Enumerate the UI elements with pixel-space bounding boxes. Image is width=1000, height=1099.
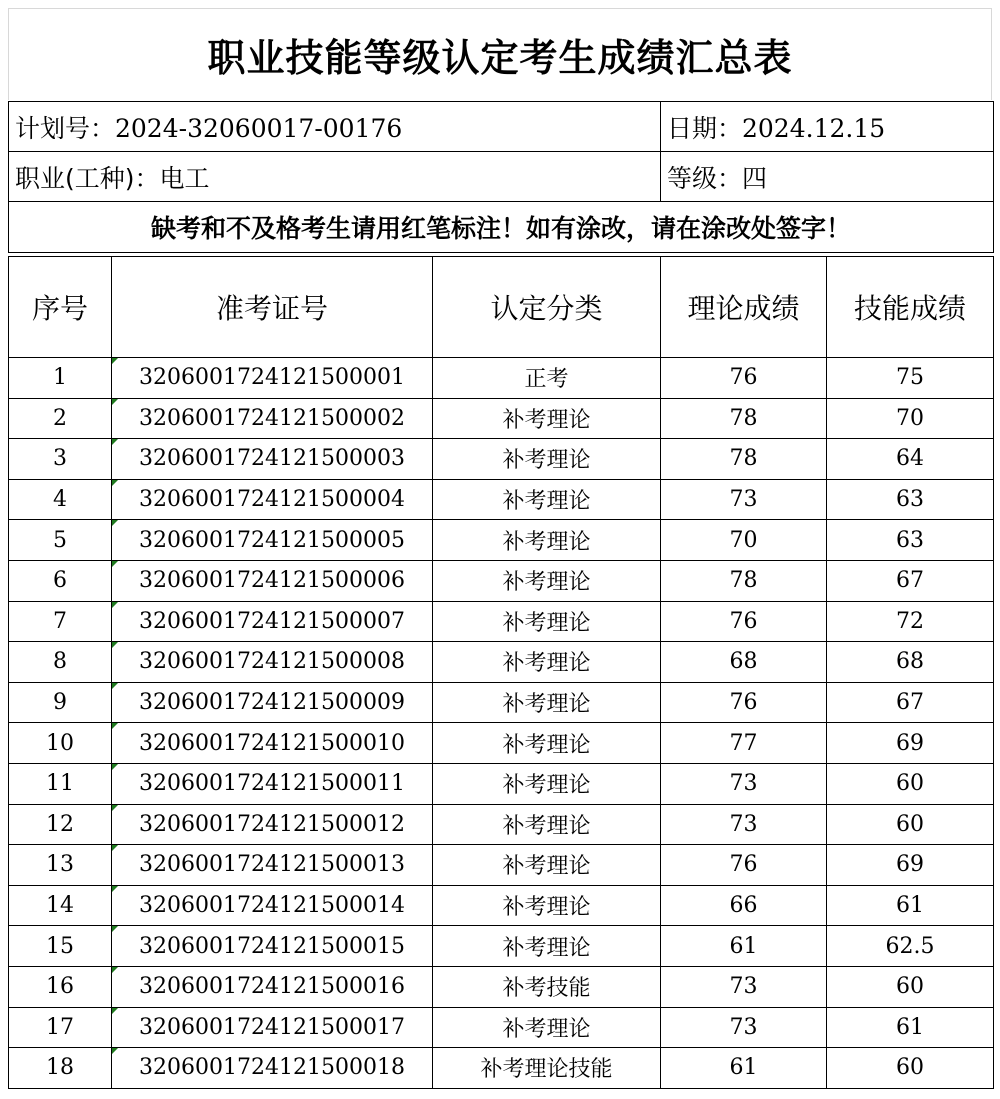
cell-marker-icon [112,1048,118,1054]
row-category: 补考理论 [433,804,661,845]
exam-id-text: 3206001724121500004 [139,487,405,513]
row-theory-score: 76 [661,682,827,723]
exam-id-text: 3206001724121500012 [139,811,405,837]
table-row [9,601,994,642]
row-category: 补考理论 [433,723,661,764]
row-exam-id [112,1048,433,1089]
exam-id-text: 3206001724121500009 [139,690,405,716]
table-row [9,885,994,926]
row-theory-score: 73 [661,479,827,520]
row-exam-id [112,560,433,601]
row-exam-id [112,926,433,967]
row-theory-score: 77 [661,723,827,764]
row-seq: 9 [9,682,112,723]
cell-marker-icon [112,764,118,770]
occupation: 职业(工种)：电工 [9,152,661,202]
score-table [8,256,994,1089]
header-category: 认定分类 [433,257,661,358]
row-skill-score: 70 [827,398,994,439]
row-exam-id [112,520,433,561]
row-theory-score: 73 [661,804,827,845]
row-exam-id [112,601,433,642]
row-skill-score: 60 [827,804,994,845]
table-row [9,966,994,1007]
row-seq: 15 [9,926,112,967]
exam-id-text: 3206001724121500001 [139,365,405,391]
cell-marker-icon [112,886,118,892]
row-theory-score: 78 [661,439,827,480]
row-theory-score: 61 [661,1048,827,1089]
exam-id-text: 3206001724121500005 [139,527,405,553]
cell-marker-icon [112,723,118,729]
row-skill-score: 69 [827,723,994,764]
row-category: 补考理论 [433,845,661,886]
row-skill-score: 62.5 [827,926,994,967]
cell-marker-icon [112,642,118,648]
table-row [9,682,994,723]
exam-id-text: 3206001724121500018 [139,1055,405,1081]
table-row [9,439,994,480]
score-table-header [9,257,994,358]
row-theory-score: 78 [661,560,827,601]
row-exam-id [112,398,433,439]
cell-marker-icon [112,967,118,973]
table-row [9,1007,994,1048]
row-exam-id [112,642,433,683]
row-category: 补考理论 [433,885,661,926]
table-row [9,358,994,399]
row-skill-score: 72 [827,601,994,642]
row-seq: 1 [9,358,112,399]
cell-marker-icon [112,1008,118,1014]
table-row [9,1048,994,1089]
table-row [9,926,994,967]
row-category: 补考技能 [433,966,661,1007]
row-seq: 2 [9,398,112,439]
cell-marker-icon [112,683,118,689]
row-theory-score: 73 [661,763,827,804]
notice: 缺考和不及格考生请用红笔标注！如有涂改，请在涂改处签字！ [9,202,994,253]
row-skill-score: 68 [827,642,994,683]
exam-date: 日期：2024.12.15 [661,102,994,152]
cell-marker-icon [112,480,118,486]
row-exam-id [112,439,433,480]
table-row [9,398,994,439]
row-category: 补考理论 [433,479,661,520]
exam-info-table [8,101,994,253]
row-category: 补考理论 [433,520,661,561]
table-row [9,560,994,601]
row-category: 补考理论 [433,398,661,439]
header-seq: 序号 [9,257,112,358]
row-category: 补考理论 [433,926,661,967]
row-theory-score: 73 [661,966,827,1007]
row-skill-score: 67 [827,682,994,723]
cell-marker-icon [112,399,118,405]
row-seq: 3 [9,439,112,480]
info-row-occupation [9,152,994,202]
exam-id-text: 3206001724121500007 [139,608,405,634]
row-skill-score: 60 [827,763,994,804]
row-exam-id [112,804,433,845]
page-title: 职业技能等级认定考生成绩汇总表 [207,35,793,80]
row-skill-score: 63 [827,479,994,520]
cell-marker-icon [112,926,118,932]
row-theory-score: 76 [661,845,827,886]
cell-marker-icon [112,520,118,526]
table-row [9,804,994,845]
row-category: 补考理论 [433,560,661,601]
row-theory-score: 76 [661,601,827,642]
cell-marker-icon [112,602,118,608]
header-exam-id: 准考证号 [112,257,433,358]
row-skill-score: 60 [827,966,994,1007]
exam-id-text: 3206001724121500017 [139,1014,405,1040]
exam-id-text: 3206001724121500002 [139,405,405,431]
info-row-plan [9,102,994,152]
row-category: 补考理论 [433,682,661,723]
table-row [9,520,994,561]
row-seq: 17 [9,1007,112,1048]
row-theory-score: 68 [661,642,827,683]
row-theory-score: 76 [661,358,827,399]
score-table-body [9,358,994,1089]
cell-marker-icon [112,845,118,851]
row-seq: 18 [9,1048,112,1089]
row-exam-id [112,358,433,399]
row-skill-score: 75 [827,358,994,399]
plan-number: 计划号：2024-32060017-00176 [9,102,661,152]
exam-id-text: 3206001724121500006 [139,568,405,594]
row-exam-id [112,723,433,764]
exam-id-text: 3206001724121500015 [139,933,405,959]
header-theory: 理论成绩 [661,257,827,358]
table-row [9,642,994,683]
exam-id-text: 3206001724121500016 [139,974,405,1000]
row-category: 补考理论 [433,642,661,683]
row-category: 补考理论 [433,1007,661,1048]
row-seq: 10 [9,723,112,764]
row-seq: 7 [9,601,112,642]
row-theory-score: 70 [661,520,827,561]
row-exam-id [112,479,433,520]
header-skill: 技能成绩 [827,257,994,358]
row-skill-score: 67 [827,560,994,601]
row-exam-id [112,1007,433,1048]
exam-id-text: 3206001724121500013 [139,852,405,878]
info-row-notice [9,202,994,253]
table-row [9,723,994,764]
row-skill-score: 60 [827,1048,994,1089]
row-category: 补考理论 [433,439,661,480]
row-theory-score: 73 [661,1007,827,1048]
row-exam-id [112,966,433,1007]
row-category: 补考理论 [433,601,661,642]
row-seq: 12 [9,804,112,845]
exam-id-text: 3206001724121500003 [139,446,405,472]
row-skill-score: 69 [827,845,994,886]
row-seq: 4 [9,479,112,520]
row-theory-score: 61 [661,926,827,967]
row-category: 补考理论 [433,763,661,804]
exam-id-text: 3206001724121500008 [139,649,405,675]
cell-marker-icon [112,358,118,364]
row-exam-id [112,885,433,926]
cell-marker-icon [112,439,118,445]
row-seq: 5 [9,520,112,561]
row-seq: 13 [9,845,112,886]
row-category: 正考 [433,358,661,399]
table-row [9,763,994,804]
row-skill-score: 61 [827,1007,994,1048]
row-exam-id [112,682,433,723]
row-skill-score: 63 [827,520,994,561]
row-seq: 11 [9,763,112,804]
row-seq: 6 [9,560,112,601]
row-category: 补考理论技能 [433,1048,661,1089]
row-seq: 16 [9,966,112,1007]
row-exam-id [112,845,433,886]
row-seq: 14 [9,885,112,926]
cell-marker-icon [112,561,118,567]
cell-marker-icon [112,805,118,811]
row-skill-score: 61 [827,885,994,926]
row-exam-id [112,763,433,804]
table-row [9,845,994,886]
level: 等级：四 [661,152,994,202]
exam-id-text: 3206001724121500014 [139,893,405,919]
exam-id-text: 3206001724121500010 [139,730,405,756]
table-row [9,479,994,520]
row-seq: 8 [9,642,112,683]
row-theory-score: 66 [661,885,827,926]
row-theory-score: 78 [661,398,827,439]
exam-id-text: 3206001724121500011 [139,771,405,797]
row-skill-score: 64 [827,439,994,480]
